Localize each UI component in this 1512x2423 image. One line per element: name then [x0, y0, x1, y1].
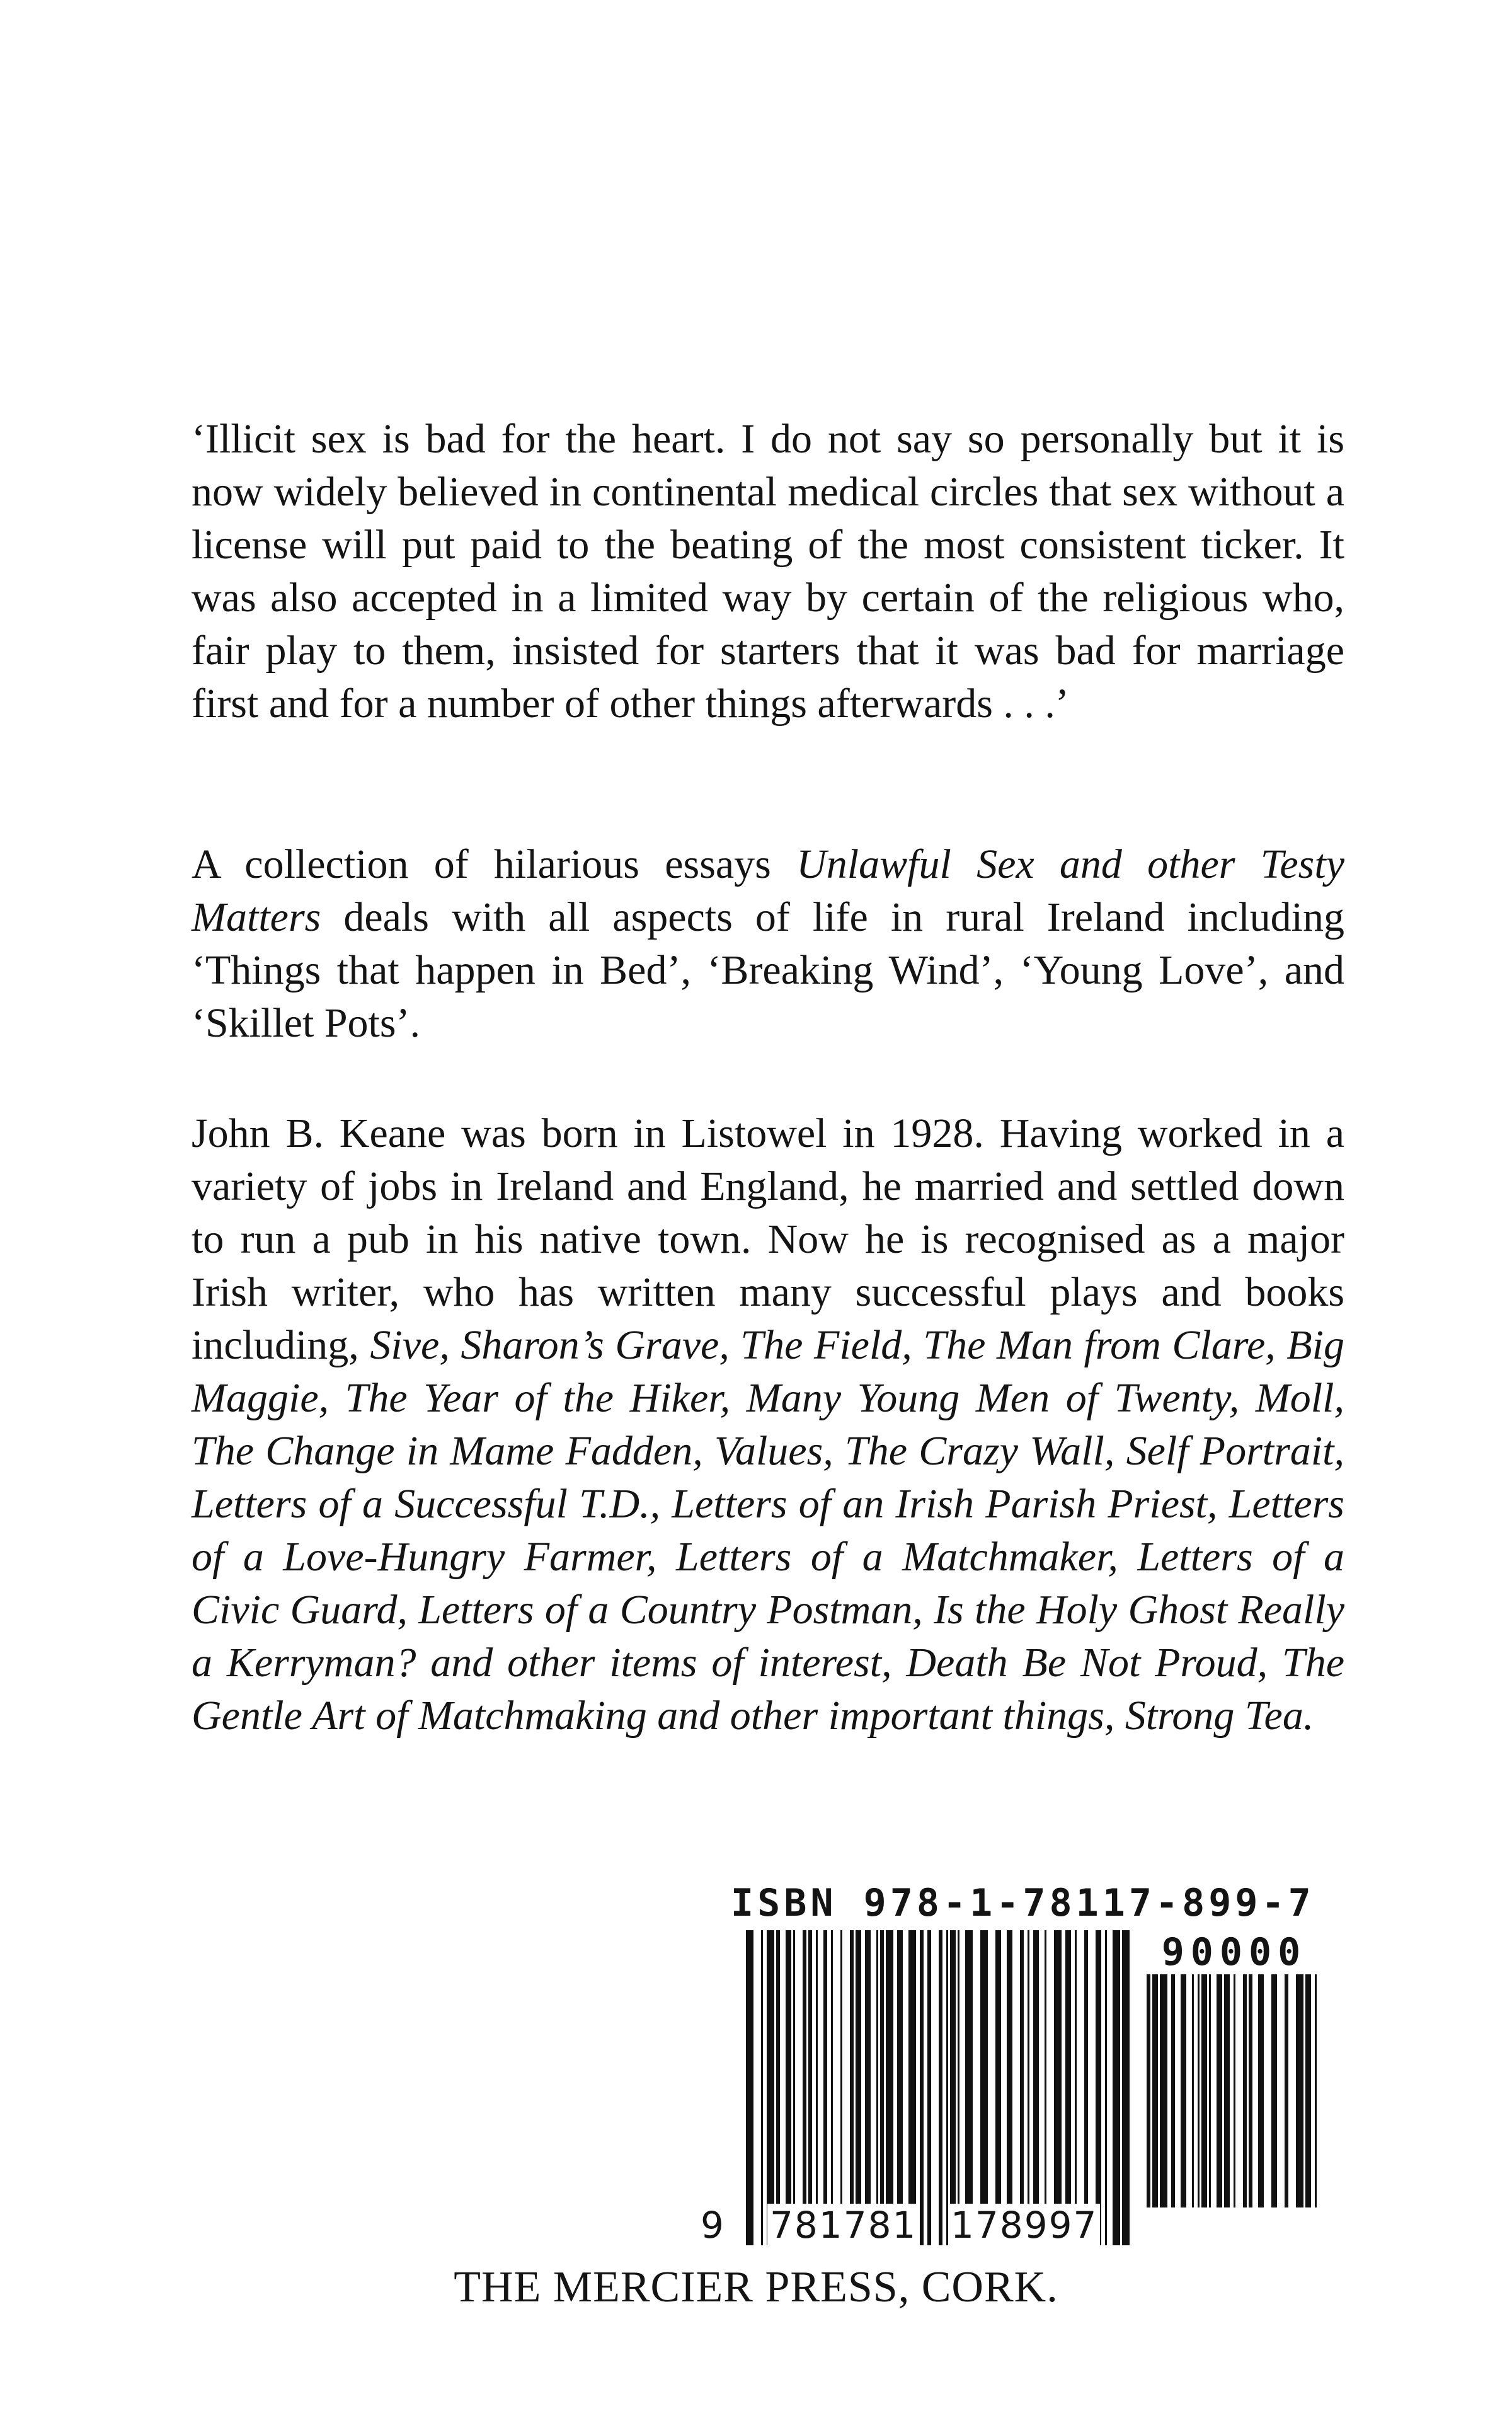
barcode-bars — [743, 1930, 1134, 2245]
addon-barcode-bars — [1144, 1974, 1323, 2207]
author-bio-text: John B. Keane was born in Listowel in 1928. Having worked in a variety of jobs in Ireland and England, he married and settled down to run a pub in his native town. Now he is recognised as a major Irish writer, who has written many successful plays and books including, — [192, 1110, 1344, 1368]
barcode-left-digits: 781781 — [767, 2204, 919, 2247]
back-cover-quote: ‘Illicit sex is bad for the heart. I do not say so personally but it is now widely believed in continental medical circles that sex without a license will put paid to the beating of the most consistent ticker. It was also accepted in a limited way by certain of the religious who, fair play to them, insisted for starters that it was bad for marriage first and for a number of other things afterwards . . .’ — [192, 416, 1344, 727]
publisher-imprint: THE MERCIER PRESS, CORK. — [454, 2263, 1058, 2311]
price-addon-digits: 90000 — [1161, 1930, 1307, 1974]
barcode-human-readable — [693, 2204, 1147, 2247]
author-works-list: Sive, Sharon’s Grave, The Field, The Man from Clare, Big Maggie, The Year of the Hiker, Many Young Men of Twenty, Moll, The Change in Mame Fadden, Values, The Crazy Wall, Self Portrait, Letters of a Successful T.D., Letters of an Irish Parish Priest, Letters of a Love-Hungry Farmer, Letters of a Matchmaker, Letters of a Civic Guard, Letters of a Country Postman, Is the Holy Ghost Really a Kerryman? and other items of interest, Death Be Not Proud, The Gentle Art of Matchmaking and other important things, Strong Tea. — [192, 1322, 1344, 1739]
description-intro: A collection of hilarious essays — [192, 841, 797, 887]
barcode-first-digit: 9 — [697, 2204, 728, 2247]
book-description — [192, 838, 1344, 1050]
isbn-barcode — [693, 1881, 1323, 2247]
book-title: Unlawful Sex and other Testy Matters — [192, 841, 1345, 940]
barcode-right-digits: 178997 — [948, 2204, 1100, 2247]
description-rest: deals with all aspects of life in rural Ireland including ‘Things that happen in Bed’, ‘Breaking Wind’, ‘Young Love’, and ‘Skillet Pots’. — [192, 894, 1344, 1046]
isbn-label: ISBN 978-1-78117-899-7 — [731, 1881, 1315, 1925]
author-bio — [192, 1107, 1344, 1742]
